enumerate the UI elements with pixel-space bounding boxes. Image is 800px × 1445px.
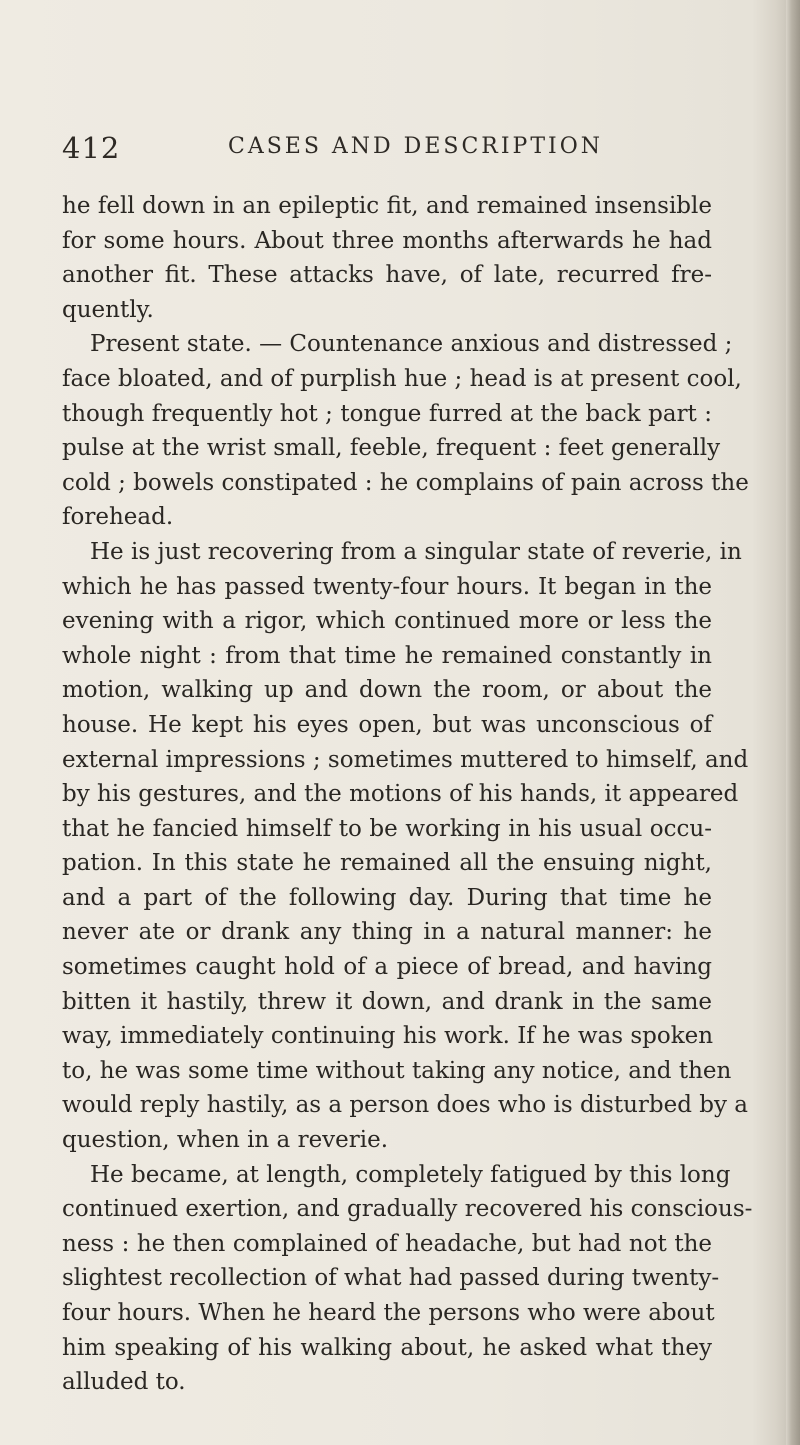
text-line: by his gestures, and the motions of his hands, it appeared bbox=[62, 781, 739, 808]
text-line: for some hours. About three months afterwards he had bbox=[62, 227, 712, 254]
text-line: another fit. These attacks have, of late, recurred fre- bbox=[62, 262, 712, 289]
text-line: external impressions ; sometimes muttered to himself, and bbox=[62, 746, 749, 773]
text-line: which he has passed twenty-four hours. It began in the bbox=[62, 573, 712, 600]
text-line: Present state. — Countenance anxious and distressed ; bbox=[90, 331, 733, 358]
text-line: question, when in a reverie. bbox=[62, 1127, 389, 1154]
text-line: pulse at the wrist small, feeble, frequent : feet generally bbox=[62, 435, 721, 462]
page-edge bbox=[786, 0, 800, 1445]
text-line: evening with a rigor, which continued more or less the bbox=[62, 608, 712, 635]
text-line: slightest recollection of what had passed during twenty- bbox=[62, 1265, 720, 1292]
text-line: alluded to. bbox=[62, 1369, 186, 1396]
text-line: house. He kept his eyes open, but was unconscious of bbox=[62, 711, 712, 738]
running-head: CASES AND DESCRIPTION bbox=[228, 134, 603, 159]
body-text bbox=[62, 189, 753, 1400]
page-header bbox=[62, 131, 712, 171]
text-line: He became, at length, completely fatigued by this long bbox=[90, 1161, 731, 1188]
text-line: him speaking of his walking about, he asked what they bbox=[62, 1334, 712, 1361]
text-line: he fell down in an epileptic fit, and remained insensible bbox=[62, 193, 712, 219]
text-line: and a part of the following day. During that time he bbox=[62, 884, 712, 911]
text-line: bitten it hastily, threw it down, and drank in the same bbox=[62, 988, 712, 1015]
text-line: never ate or drank any thing in a natural manner: he bbox=[62, 919, 712, 946]
text-line: whole night : from that time he remained constantly in bbox=[62, 642, 712, 669]
text-line: forehead. bbox=[62, 504, 174, 531]
text-line: quently. bbox=[62, 296, 154, 323]
text-line: face bloated, and of purplish hue ; head is at present cool, bbox=[62, 365, 742, 392]
text-line: motion, walking up and down the room, or about the bbox=[62, 677, 712, 704]
text-line: that he fancied himself to be working in his usual occu- bbox=[62, 815, 712, 842]
text-line: four hours. When he heard the persons who were about bbox=[62, 1300, 715, 1326]
text-line: pation. In this state he remained all the ensuing night, bbox=[62, 850, 712, 877]
text-line: cold ; bowels constipated : he complains of pain across the bbox=[62, 469, 749, 496]
text-line: ness : he then complained of headache, but had not the bbox=[62, 1230, 712, 1257]
text-line: though frequently hot ; tongue furred at the back part : bbox=[62, 400, 712, 427]
text-line: He is just recovering from a singular state of reverie, in bbox=[90, 538, 742, 565]
text-line: way, immediately continuing his work. If he was spoken bbox=[62, 1023, 714, 1050]
text-line: continued exertion, and gradually recovered his conscious- bbox=[62, 1196, 753, 1223]
page-number: 412 bbox=[62, 131, 121, 165]
text-line: sometimes caught hold of a piece of bread, and having bbox=[62, 954, 712, 981]
text-line: to, he was some time without taking any notice, and then bbox=[62, 1057, 732, 1084]
text-line: would reply hastily, as a person does who is disturbed by a bbox=[62, 1092, 748, 1119]
